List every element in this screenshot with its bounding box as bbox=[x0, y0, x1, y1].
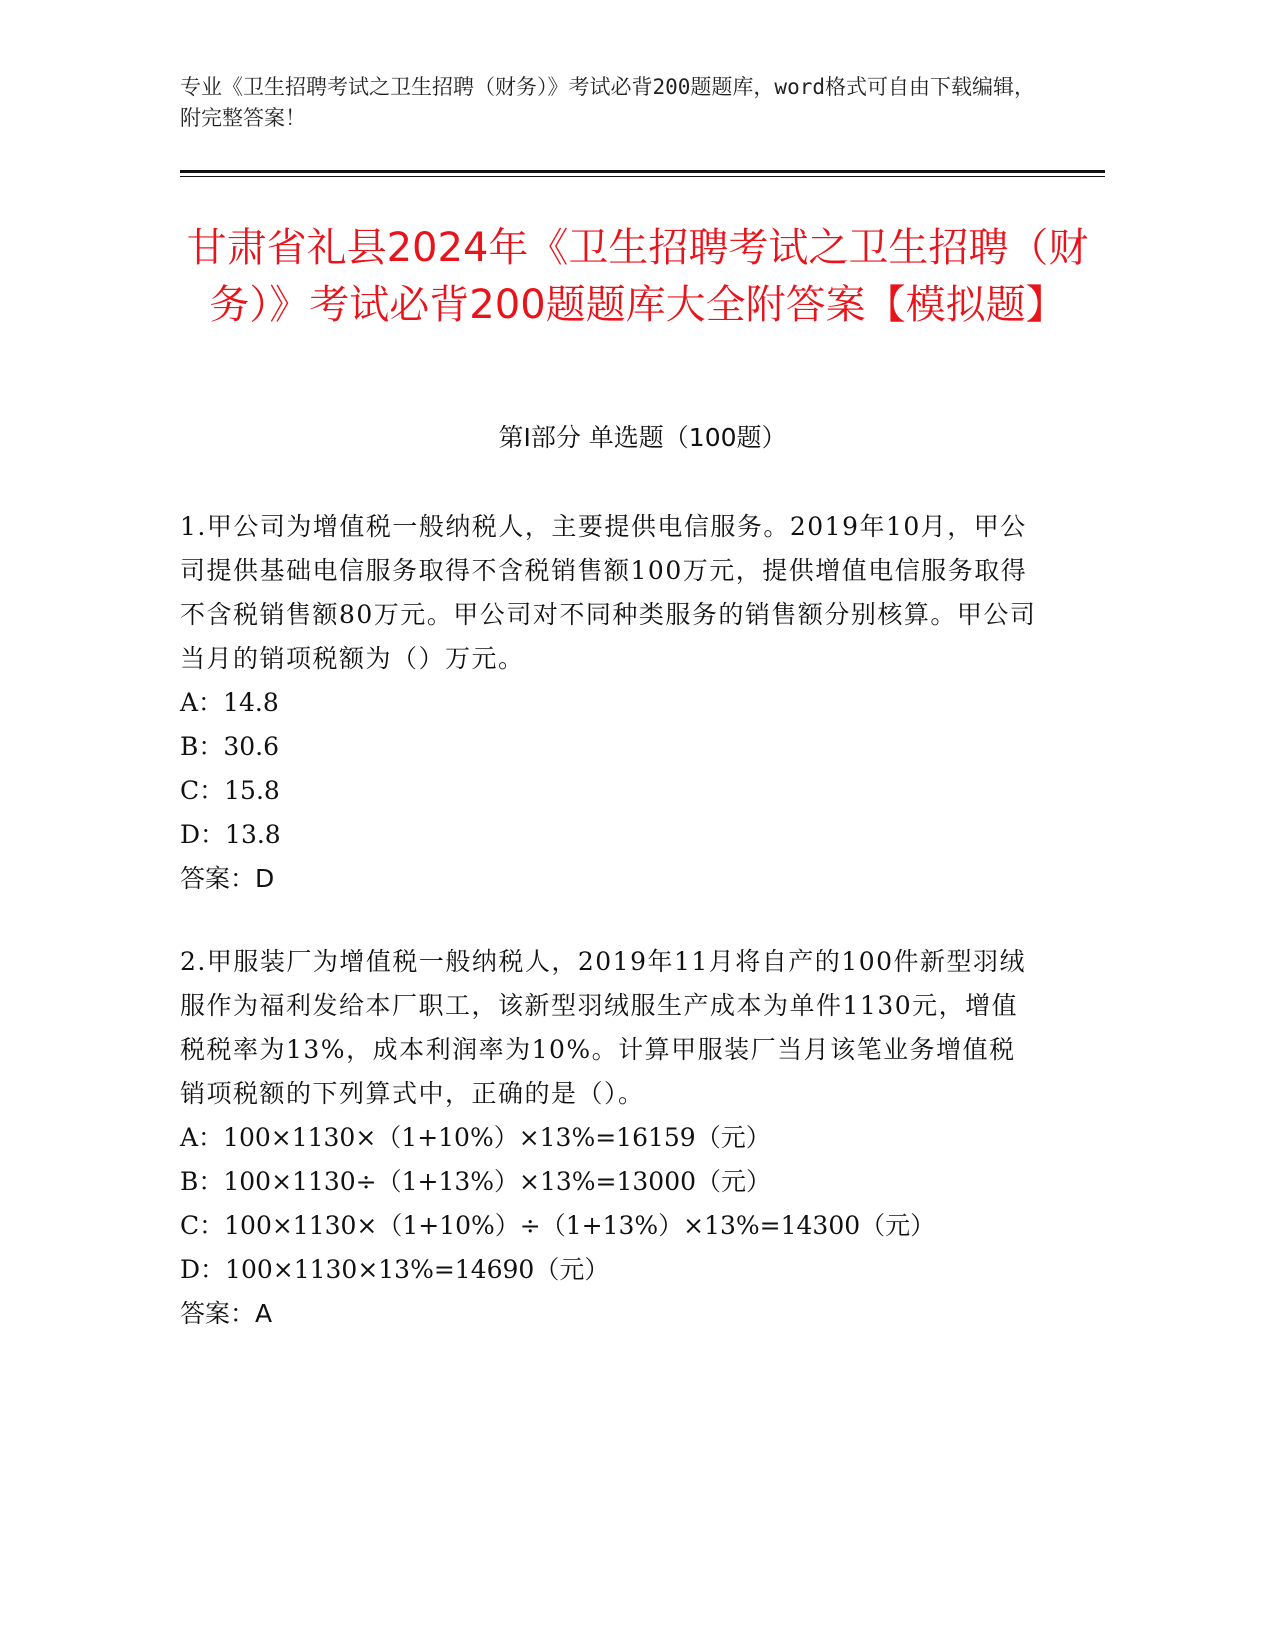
option-a: A：100×1130×（1+10%）×13%=16159（元） bbox=[180, 1123, 771, 1152]
option-c: C：100×1130×（1+10%）÷（1+13%）×13%=14300（元） bbox=[180, 1211, 936, 1240]
document-title: 甘肃省礼县2024年《卫生招聘考试之卫生招聘（财务）》考试必背200题题库大全附答案【模拟题】 bbox=[186, 225, 1089, 328]
header-note: 专业《卫生招聘考试之卫生招聘（财务）》考试必背200题题库，word格式可自由下载编辑，附完整答案！ bbox=[180, 75, 1035, 130]
question-1 bbox=[180, 505, 1040, 901]
option-d: D：13.8 bbox=[180, 820, 281, 849]
question-2 bbox=[180, 940, 1040, 1336]
header-rule-thick bbox=[180, 170, 1105, 173]
section-heading: 第Ⅰ部分 单选题（100题） bbox=[498, 423, 787, 452]
option-c: C：15.8 bbox=[180, 776, 280, 805]
option-b: B：30.6 bbox=[180, 732, 280, 761]
answer: 答案：A bbox=[180, 1299, 273, 1328]
option-b: B：100×1130÷（1+13%）×13%=13000（元） bbox=[180, 1167, 772, 1196]
question-stem: 2.甲服装厂为增值税一般纳税人，2019年11月将自产的100件新型羽绒服作为福利发给本厂职工，该新型羽绒服生产成本为单件1130元，增值税税率为13%，成本利润率为10%。计算甲服装厂当月该笔业务增值税销项税额的下列算式中，正确的是（）。 bbox=[180, 947, 1027, 1108]
answer: 答案：D bbox=[180, 864, 275, 893]
option-a: A：14.8 bbox=[180, 688, 279, 717]
header-rule-thin bbox=[180, 176, 1105, 177]
option-d: D：100×1130×13%=14690（元） bbox=[180, 1255, 610, 1284]
question-stem: 1.甲公司为增值税一般纳税人，主要提供电信服务。2019年10月，甲公司提供基础电信服务取得不含税销售额100万元，提供增值电信服务取得不含税销售额80万元。甲公司对不同种类服务的销售额分别核算。甲公司当月的销项税额为（）万元。 bbox=[180, 512, 1037, 673]
